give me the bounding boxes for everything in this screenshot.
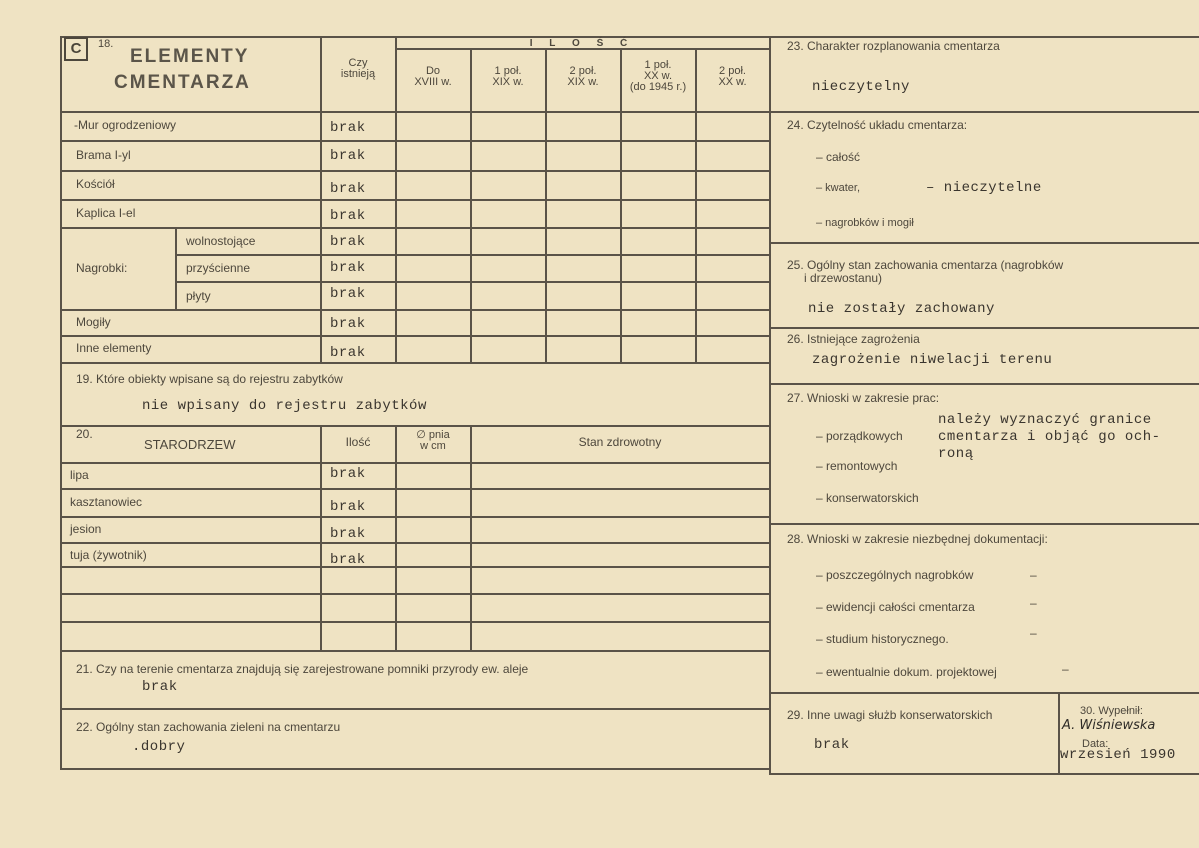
tree-label-jesion: jesion bbox=[70, 522, 102, 536]
section-letter: C bbox=[70, 40, 82, 57]
q27-value: należy wyznaczyć granice cmentarza i objąć go och- roną bbox=[938, 412, 1161, 462]
q27-label: 27. Wnioski w zakresie prac: bbox=[787, 391, 940, 405]
tree-value-tuja: brak bbox=[330, 552, 366, 568]
signature: A. Wiśniewska bbox=[1062, 718, 1156, 733]
col-header-period-5: 2 poł. XX w. bbox=[718, 65, 747, 88]
q24-item-nagrobkow: – nagrobków i mogił bbox=[816, 217, 914, 229]
row-label-mogily: Mogiły bbox=[76, 315, 111, 329]
q23-label: 23. Charakter rozplanowania cmentarza bbox=[787, 39, 1000, 53]
row-value-przyscienne: brak bbox=[330, 260, 366, 276]
row-value-inne: brak bbox=[330, 345, 366, 361]
col-header-czy: Czy istnieją bbox=[340, 57, 376, 80]
nagrobki-label: Nagrobki: bbox=[76, 261, 128, 275]
q27-item-konserwatorskich: – konserwatorskich bbox=[816, 491, 919, 505]
row-value-mogily: brak bbox=[330, 316, 366, 332]
row-label-kaplica: Kaplica I-el bbox=[76, 206, 136, 220]
q28-item-4: – ewentualnie dokum. projektowej bbox=[816, 665, 997, 679]
q26-value: zagrożenie niwelacji terenu bbox=[812, 352, 1053, 368]
q29-value: brak bbox=[814, 737, 850, 753]
q28-label: 28. Wnioski w zakresie niezbędnej dokumentacji: bbox=[787, 532, 1048, 546]
q20-col-ilosc: Ilość bbox=[345, 435, 371, 449]
tree-label-tuja: tuja (żywotnik) bbox=[70, 548, 147, 562]
q28-item-1-value: – bbox=[1030, 568, 1037, 582]
row-label-brama: Brama I-yl bbox=[76, 148, 131, 162]
q29-label: 29. Inne uwagi służb konserwatorskich bbox=[787, 708, 993, 722]
col-header-period-1: Do XVIII w. bbox=[414, 65, 452, 88]
q21-label: 21. Czy na terenie cmentarza znajdują się zarejestrowane pomniki przyrody ew. aleje bbox=[76, 662, 529, 676]
q20-number: 20. bbox=[76, 427, 93, 441]
q23-value: nieczytelny bbox=[812, 79, 910, 95]
row-value-plyty: brak bbox=[330, 286, 366, 302]
section-letter-box bbox=[64, 37, 88, 61]
q22-label: 22. Ogólny stan zachowania zieleni na cmentarzu bbox=[76, 720, 341, 734]
row-label-plyty: płyty bbox=[186, 289, 211, 303]
row-label-wolnostojace: wolnostojące bbox=[186, 234, 256, 248]
q26-label: 26. Istniejące zagrożenia bbox=[787, 332, 920, 346]
q25-value: nie zostały zachowany bbox=[808, 301, 995, 317]
q25-label-line2: i drzewostanu) bbox=[804, 271, 883, 285]
q28-item-3-value: – bbox=[1030, 626, 1037, 640]
q28-item-4-value: – bbox=[1062, 662, 1069, 676]
section-title-line1: ELEMENTY bbox=[130, 46, 250, 67]
q20-col-stan: Stan zdrowotny bbox=[578, 435, 662, 449]
q20-col-pien: ∅ pnia w cm bbox=[416, 429, 450, 452]
q27-item-remontowych: – remontowych bbox=[816, 459, 898, 473]
q27-item-porzadkowych: – porządkowych bbox=[816, 429, 903, 443]
tree-value-jesion: brak bbox=[330, 526, 366, 542]
q28-item-2-value: – bbox=[1030, 596, 1037, 610]
q30-label: 30. Wypełnił: bbox=[1080, 705, 1143, 717]
row-label-kosciol: Kościół bbox=[76, 177, 115, 191]
tree-value-lipa: brak bbox=[330, 466, 366, 482]
col-header-ilosc: I L O Ś Ć bbox=[529, 38, 635, 49]
section-title-line2: CMENTARZA bbox=[114, 72, 251, 93]
q25-label-line1: 25. Ogólny stan zachowania cmentarza (nagrobków bbox=[787, 258, 1064, 272]
q24-label: 24. Czytelność układu cmentarza: bbox=[787, 118, 968, 132]
q20-title: STARODRZEW bbox=[144, 437, 236, 452]
section-number: 18. bbox=[98, 38, 114, 50]
q24-value: – nieczytelne bbox=[926, 180, 1042, 196]
q24-item-calosc: – całość bbox=[816, 150, 861, 164]
q28-item-2: – ewidencji całości cmentarza bbox=[816, 600, 975, 614]
col-header-period-2: 1 poł. XIX w. bbox=[492, 65, 524, 88]
row-label-przyscienne: przyścienne bbox=[186, 261, 251, 275]
q28-item-1: – poszczególnych nagrobków bbox=[816, 568, 974, 582]
tree-label-lipa: lipa bbox=[70, 468, 89, 482]
q28-item-3: – studium historycznego. bbox=[816, 632, 949, 646]
q22-value: .dobry bbox=[132, 739, 186, 755]
col-header-period-4: 1 poł. XX w. (do 1945 r.) bbox=[629, 59, 687, 93]
row-label-mur: -Mur ogrodzeniowy bbox=[74, 118, 177, 132]
row-value-wolnostojace: brak bbox=[330, 234, 366, 250]
row-value-mur: brak bbox=[330, 120, 366, 136]
q30-date-label: Data: bbox=[1082, 738, 1109, 750]
row-label-inne: Inne elementy bbox=[76, 341, 152, 355]
col-header-period-3: 2 poł. XIX w. bbox=[567, 65, 599, 88]
tree-label-kasztanowiec: kasztanowiec bbox=[70, 495, 143, 509]
q30-date-value: wrzesień 1990 bbox=[1060, 747, 1176, 763]
q19-value: nie wpisany do rejestru zabytków bbox=[142, 398, 427, 414]
tree-value-kasztanowiec: brak bbox=[330, 499, 366, 515]
q24-item-kwater: – kwater, bbox=[816, 182, 861, 194]
q21-value: brak bbox=[142, 679, 178, 695]
q19-label: 19. Które obiekty wpisane są do rejestru zabytków bbox=[76, 372, 343, 386]
row-value-kosciol: brak bbox=[330, 181, 366, 197]
row-value-kaplica: brak bbox=[330, 208, 366, 224]
row-value-brama: brak bbox=[330, 148, 366, 164]
